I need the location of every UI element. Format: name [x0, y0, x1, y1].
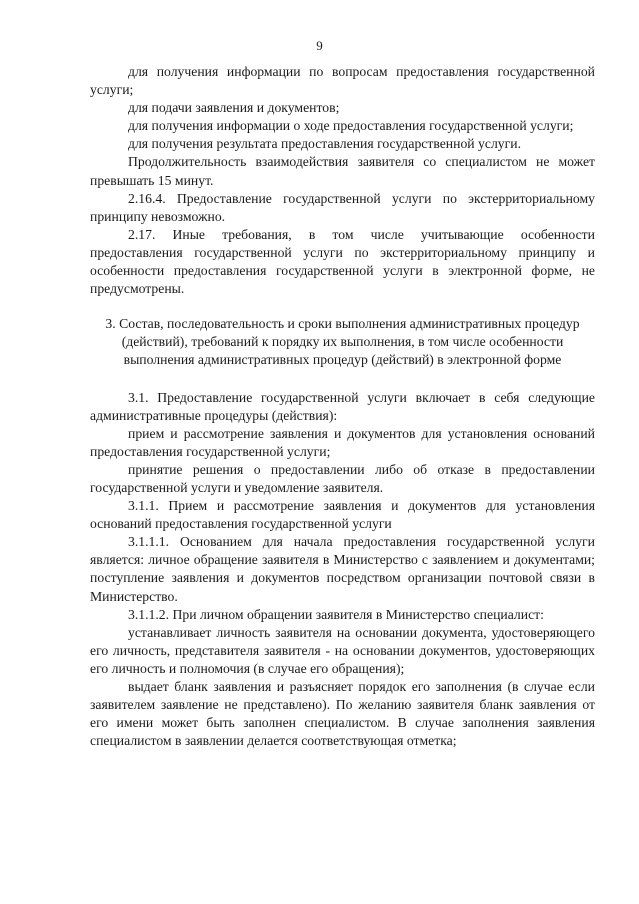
paragraph: прием и рассмотрение заявления и документов для установления оснований предоставления государственной услуги; — [90, 425, 595, 459]
page-number: 9 — [316, 38, 323, 53]
paragraph: для получения информации по вопросам предоставления государственной услуги; — [90, 64, 595, 98]
paragraph: устанавливает личность заявителя на основании документа, удостоверяющего его личность, представителя заявителя - на основании документов, удостоверяющих его личность и полномочия (в случае его обращения); — [90, 624, 595, 676]
paragraph: принятие решения о предоставлении либо об отказе в предоставлении государственной услуги и уведомление заявителя. — [90, 461, 595, 495]
paragraph: 2.16.4. Предоставление государственной услуги по экстерриториальному принципу невозможно. — [90, 190, 595, 224]
paragraph: 3.1.1.2. При личном обращении заявителя в Министерство специалист: — [128, 606, 544, 622]
document-body — [90, 63, 595, 750]
section-heading: 3. Состав, последовательность и сроки выполнения административных процедур (действий), требований к порядку их выполнения, в том числе особенности выполнения административных процедур (действий) в электронной форме — [105, 316, 580, 368]
paragraph: для получения информации о ходе предоставления государственной услуги; — [128, 118, 574, 134]
paragraph: 3.1. Предоставление государственной услуги включает в себя следующие административные процедуры (действия): — [90, 389, 595, 423]
paragraph: 3.1.1.1. Основанием для начала предоставления государственной услуги является: личное обращение заявителя в Министерство с заявлением и документами; поступление заявления и документов посредством организации почтовой связи в Министерство. — [90, 534, 595, 604]
paragraph: Продолжительность взаимодействия заявителя со специалистом не может превышать 15 минут. — [90, 154, 595, 188]
paragraph: для подачи заявления и документов; — [128, 100, 340, 116]
paragraph: 3.1.1. Прием и рассмотрение заявления и документов для установления оснований предоставления государственной услуги — [90, 498, 595, 532]
paragraph: для получения результата предоставления государственной услуги. — [128, 136, 522, 152]
paragraph: 2.17. Иные требования, в том числе учитывающие особенности предоставления государственной услуги по экстерриториальному принципу и особенности предоставления государственной услуги в электронной форме, не предусмотрены. — [90, 226, 595, 297]
paragraph: выдает бланк заявления и разъясняет порядок его заполнения (в случае если заявителем заявление не представлено). По желанию заявителя бланк заявления от его имени может быть заполнен специалистом. В случае заполнения заявления специалистом в заявлении делается соответствующая отметка; — [90, 679, 595, 749]
